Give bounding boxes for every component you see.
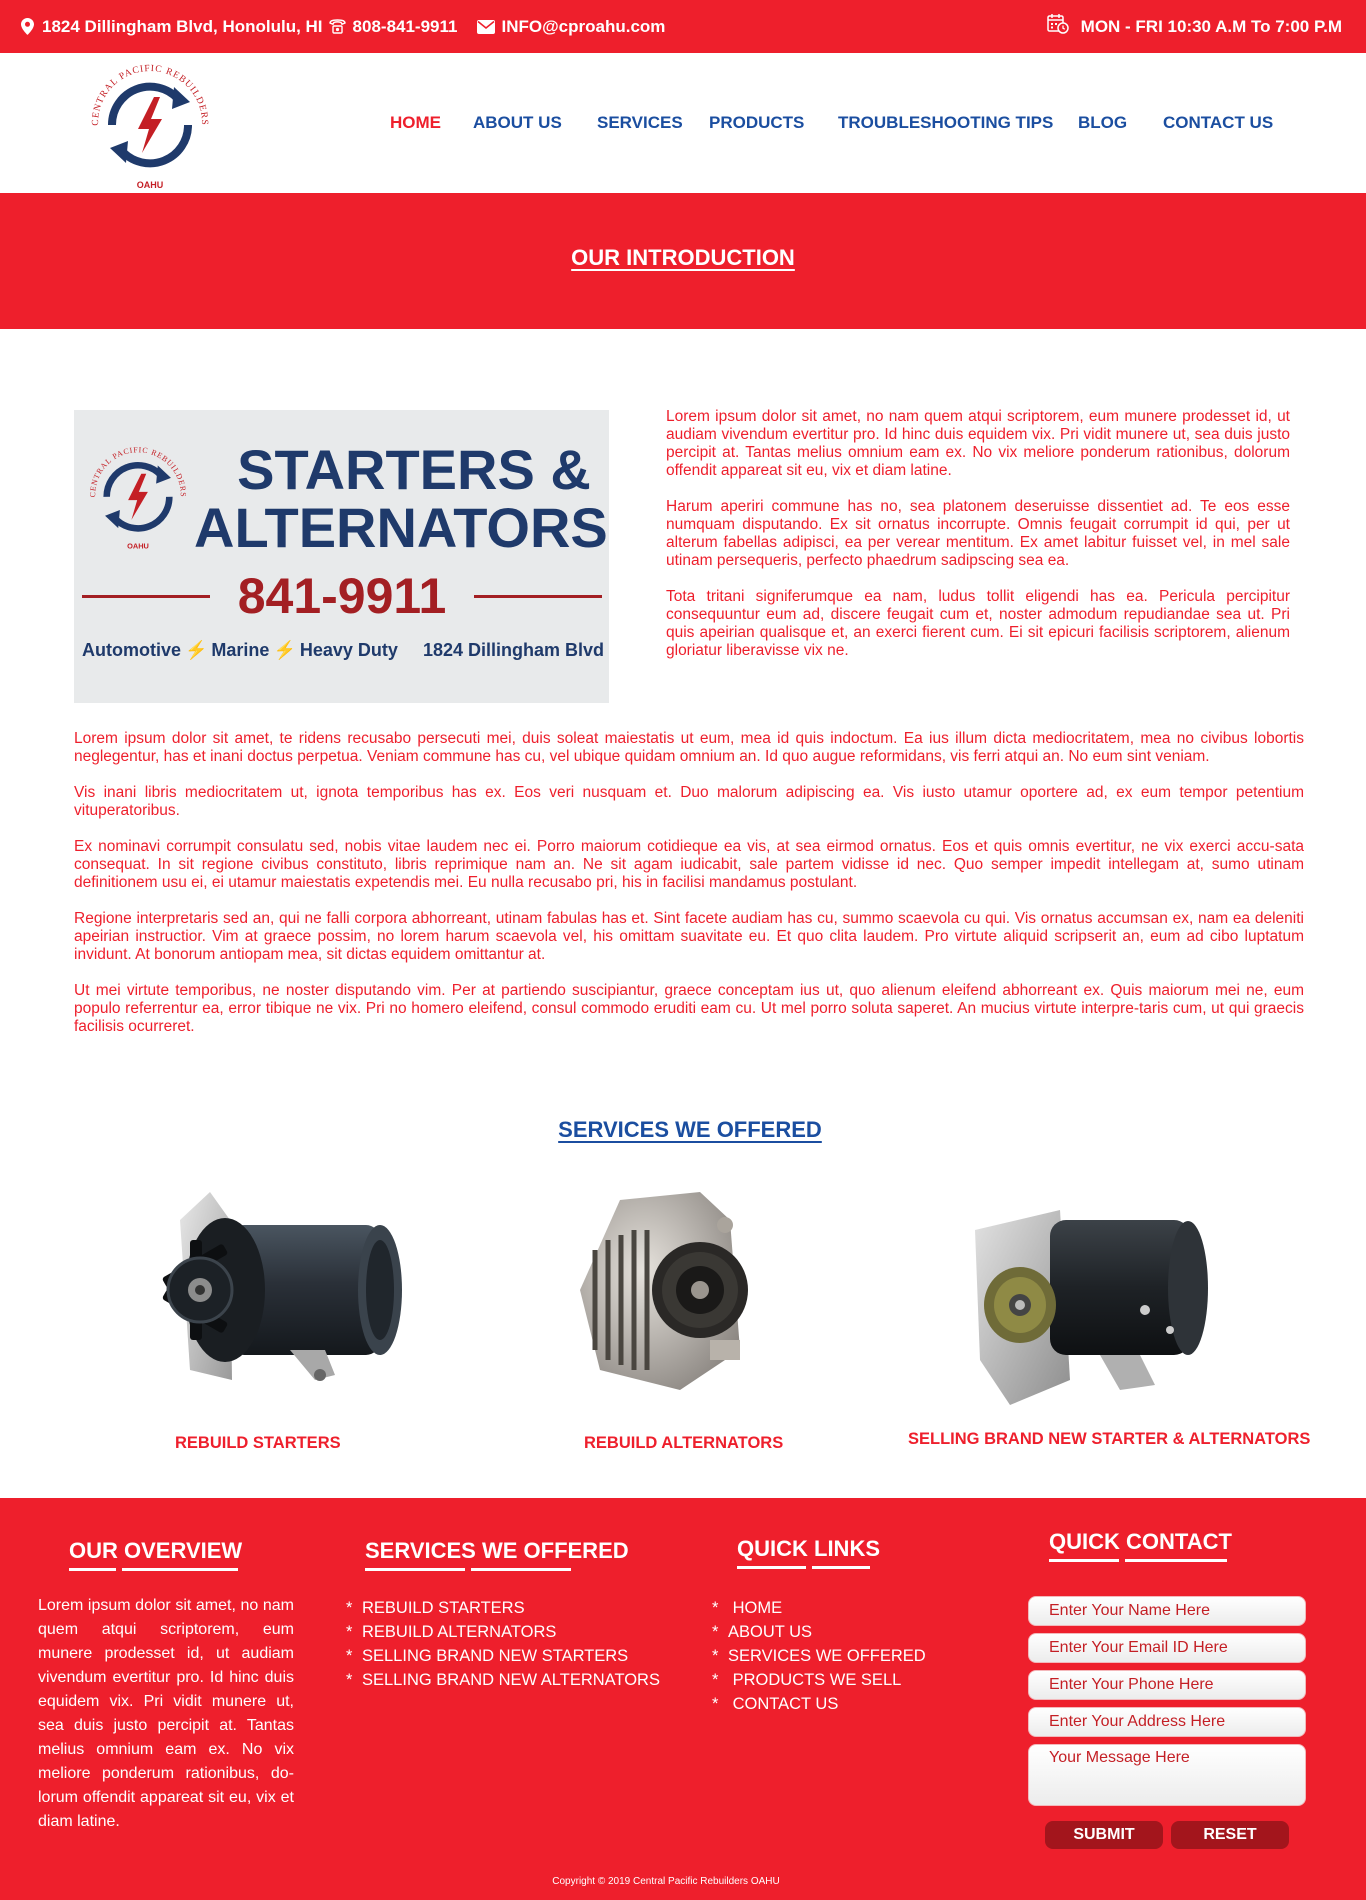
quick-contact-form	[1028, 1596, 1306, 1849]
nav-products[interactable]: PRODUCTS	[709, 113, 805, 132]
nav-about-us[interactable]: ABOUT US	[473, 113, 562, 132]
intro-paragraph: Regione interpretaris sed an, qui ne falli corpora abhorreant, utinam fabulas has et. Sint facete audiam has cu, summo scaevola cu qui. Vis ornatus accumsan ex, nam ea deleniti apeirian instructior. Vim at graece possim, no lorem harum scaevola vel, his omittam suavitate eu. Et quo clita laudem. Pro virtute aliquid scripserit an, eum ad cibo luptatum invidunt. At bonorum antiopam mea, sit dictas equidem omittantur at.	[74, 910, 1304, 963]
reset-button[interactable]: RESET	[1171, 1821, 1289, 1849]
top-bar	[0, 0, 1366, 53]
heading-underline	[1049, 1559, 1232, 1562]
ad-tagline	[82, 640, 604, 661]
ad-tag-marine: Marine	[211, 640, 270, 660]
intro-paragraph: Tota tritani signiferumque ea nam, ludus tollit eligendi has ea. Pericula percipitur consequuntur eum ad, discere feugait cum et, noster admodum repudiandae sea ut. Pri quis apeirian qualisque et, an exerci fierent cum. Ei sit epicuri facilisis scriptorem, alienum gloriatur liberavisse vix ne.	[666, 588, 1290, 659]
footer-services-heading: SERVICES WE OFFERED	[365, 1538, 629, 1571]
nav-services[interactable]: SERVICES	[597, 113, 683, 132]
intro-full-text	[74, 730, 1304, 1054]
intro-paragraph: Ex nominavi corrumpit consulatu sed, nobis vitae laudem nec ei. Porro maiorum cotidieque ea vis, at sea eirmod ornatus. Eos et quis omnis evertitur, ne vix exerci accu-sata consequat. In sit regione civibus constituto, libris reprimique nam an. Ne sit agam iudicabit, sale partem vidisse id nec. Quo semper impedit intellegam at, sumo utinam definitionem usu ei, ei utamur maiestatis expetendis mei. Eu nulla recusabo pri, his in facilisi mandamus postulant.	[74, 838, 1304, 891]
form-buttons	[1028, 1821, 1306, 1849]
mail-icon	[477, 18, 495, 36]
ad-address: 1824 Dillingham Blvd	[422, 640, 604, 660]
heading-underline	[365, 1568, 629, 1571]
intro-paragraph: Harum aperiri commune has no, sea platonem deseruisse dissentiet ad. Te eos esse numquam disputando. Ex sit ornatus incorrupte. Omnis feugait corrumpit id qui, per ut alterum fabellas adipisci, ea per verear mentitum. Ex amet labitur fuisset vel, in mel sale utinam persequeris, perfecto phaedrum sadipscing sea ea.	[666, 498, 1290, 569]
footer-service-link[interactable]: * REBUILD ALTERNATORS	[346, 1623, 557, 1641]
copyright-text: Copyright © 2019 Central Pacific Rebuilders OAHU	[552, 1876, 780, 1887]
footer-link-services[interactable]: * SERVICES WE OFFERED	[712, 1647, 926, 1665]
top-hours	[1047, 0, 1342, 53]
site-header	[0, 53, 1366, 193]
footer-overview-text: Lorem ipsum dolor sit amet, no nam quem atqui scriptorem, eum munere prodesset id, ut audiam vivendum evertitur pro. Id hinc duis equidem vix. Pri vidit munere ut, sea duis justo percipit at. Tantas melius omnium eam ex. No vix meliore ponderum rationibus, do-lorum offendit appareat sit eu, vix et diam latine.	[38, 1597, 294, 1830]
main-nav	[0, 53, 1366, 193]
ad-headline-2: ALTERNATORS	[194, 496, 608, 559]
alternator-image	[560, 1180, 780, 1405]
footer-service-link[interactable]: * SELLING BRAND NEW STARTERS	[346, 1647, 629, 1665]
services-title: SERVICES WE OFFERED	[558, 1117, 822, 1142]
phone-input[interactable]	[1028, 1670, 1306, 1700]
service-label[interactable]: SELLING BRAND NEW STARTER & ALTERNATORS	[908, 1430, 1311, 1448]
starter-motor-image	[140, 1180, 410, 1405]
nav-blog[interactable]: BLOG	[1078, 113, 1128, 132]
intro-paragraph: Lorem ipsum dolor sit amet, te ridens recusabo persecuti mei, duis soleat maiestatis ut eum, mea id quis indoctum. Ea ius illum dicta mediocritatem, mea no civibus lobortis neglegentur, has et inani doctus perpetua. Veniam commune has cu, vel ubique quidam omnium an. Id quo augue reformidans, vis ferri atqui an. No eum sint veniam.	[74, 730, 1304, 765]
ad-tag-heavy-duty: Heavy Duty	[299, 640, 398, 660]
footer-link-contact-us[interactable]: * CONTACT US	[712, 1695, 839, 1713]
intro-side-text	[666, 408, 1290, 678]
footer-link-home[interactable]: * HOME	[712, 1599, 783, 1617]
ad-phone-row	[82, 568, 602, 624]
address-input[interactable]	[1028, 1707, 1306, 1737]
nav-home[interactable]: HOME	[390, 113, 441, 132]
ad-tag-automotive: Automotive	[82, 640, 181, 660]
footer-services-list	[346, 1596, 660, 1692]
nav-troubleshooting-tips[interactable]: TROUBLESHOOTING TIPS	[838, 113, 1054, 132]
top-phone[interactable]: 808-841-9911	[352, 16, 458, 36]
lightning-icon: ⚡	[273, 640, 296, 660]
intro-paragraph: Vis inani libris mediocritatem ut, ignota temporibus has ex. Eos veri nusquam et. Duo malorum adipiscing ea. Vis iusto utamur oportere ad, ex eum tempor petentium vituperatoribus.	[74, 784, 1304, 819]
footer-quick-links-list	[712, 1596, 926, 1716]
calendar-clock-icon	[1047, 14, 1069, 39]
message-textarea[interactable]	[1028, 1744, 1306, 1806]
intro-paragraph: Ut mei virtute temporibus, ne noster disputando vim. Per at partiendo suscipiantur, graece conceptam ius ut, quo alienum eleifend abhorreant ex. Quis maiorum mei ne, eum populo referrentur ea, error tibique ne vix. Pri no homero eleifend, consul commodo eruditi eam cu. Ut mel porro soluta saperet. An mucius virtute interpre-taris cum, ut qui graecis facilisis ocurreret.	[74, 982, 1304, 1035]
footer-overview-heading: OUR OVERVIEW	[69, 1538, 242, 1571]
intro-banner	[0, 193, 1366, 329]
starter-generator-image	[970, 1180, 1220, 1425]
svg-text:OAHU: OAHU	[127, 541, 149, 551]
footer-service-link[interactable]: * REBUILD STARTERS	[346, 1599, 525, 1617]
intro-title: OUR INTRODUCTION	[571, 245, 795, 270]
footer-link-about-us[interactable]: * ABOUT US	[712, 1623, 813, 1641]
ad-logo	[82, 440, 194, 552]
svg-text:CENTRAL PACIFIC REBUILDERS: CENTRAL PACIFIC REBUILDERS	[88, 445, 188, 498]
top-email[interactable]: INFO@cproahu.com	[501, 16, 666, 36]
email-input[interactable]	[1028, 1633, 1306, 1663]
footer-quick-contact-heading: QUICK CONTACT	[1049, 1529, 1232, 1562]
lightning-icon: ⚡	[185, 640, 208, 660]
top-contact-info	[18, 0, 665, 53]
service-label[interactable]: REBUILD STARTERS	[175, 1434, 341, 1452]
ad-headline-1: STARTERS &	[237, 438, 591, 501]
location-pin-icon	[18, 18, 36, 36]
svg-text:CENTRAL PACIFIC REBUILDERS: CENTRAL PACIFIC REBUILDERS	[90, 63, 210, 126]
submit-button[interactable]: SUBMIT	[1045, 1821, 1163, 1849]
footer-quick-links-heading: QUICK LINKS	[737, 1536, 880, 1569]
service-label[interactable]: REBUILD ALTERNATORS	[584, 1434, 784, 1452]
footer-service-link[interactable]: * SELLING BRAND NEW ALTERNATORS	[346, 1671, 660, 1689]
heading-underline	[737, 1566, 880, 1569]
top-address: 1824 Dillingham Blvd, Honolulu, HI	[42, 16, 323, 36]
name-input[interactable]	[1028, 1596, 1306, 1626]
logo-oahu-text: OAHU	[136, 180, 164, 190]
heading-underline	[69, 1568, 242, 1571]
starters-alternators-ad-image	[74, 410, 609, 703]
nav-contact-us[interactable]: CONTACT US	[1163, 113, 1274, 132]
ad-phone: 841-9911	[237, 568, 447, 624]
top-hours-text: MON - FRI 10:30 A.M To 7:00 P.M	[1080, 16, 1342, 36]
phone-icon	[329, 18, 347, 36]
intro-paragraph: Lorem ipsum dolor sit amet, no nam quem atqui scriptorem, eum munere prodesset id, ut audiam vivendum evertitur pro. Id hinc duis equidem vix. Pri vidit munere ut, sea duis justo percipit at. Tantas melius omnium eam ex. No vix meliore ponderum rationibus, dolorum offendit appareat sit eu, vix et diam latine.	[666, 408, 1290, 479]
footer-link-products[interactable]: * PRODUCTS WE SELL	[712, 1671, 902, 1689]
